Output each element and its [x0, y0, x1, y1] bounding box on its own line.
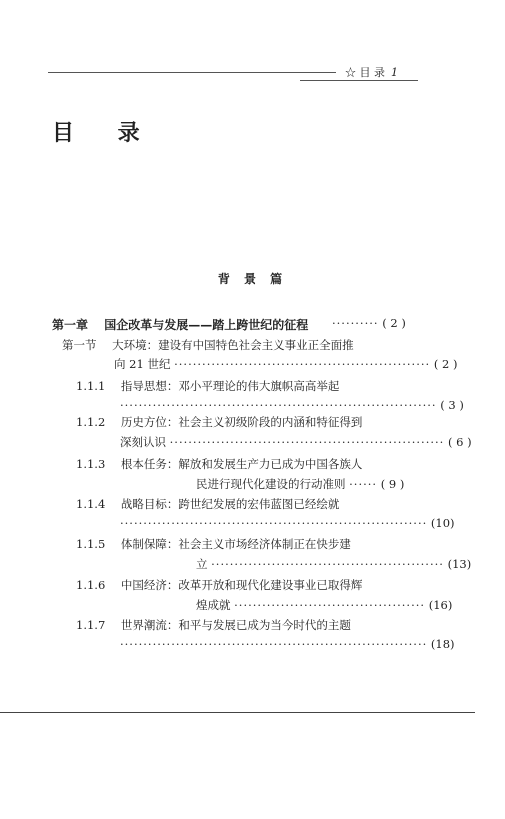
toc-item-row-cont: [120, 398, 464, 412]
item-page: (10): [430, 516, 455, 530]
toc-item-row[interactable]: [76, 456, 362, 472]
item-number: 1.1.4: [76, 497, 106, 511]
toc-item-row-cont: [196, 476, 404, 492]
toc-item-row-cont: [196, 556, 471, 572]
toc-item-row[interactable]: [76, 617, 351, 633]
item-title-line2: 深刻认识: [120, 435, 166, 449]
leader-dots: ··································································: [120, 516, 428, 530]
toc-item-row[interactable]: [76, 496, 339, 512]
toc-chapter-row[interactable]: [52, 316, 308, 333]
item-page: (16): [428, 598, 453, 612]
header-rule-left: [48, 72, 336, 73]
section-title-line2: 向 21 世纪: [114, 357, 171, 371]
page-title: 目 录: [52, 120, 158, 146]
leader-dots: ······: [349, 477, 378, 491]
toc-item-row-cont: [120, 637, 455, 651]
leader-dots: ·········································: [234, 598, 426, 612]
toc-section-row-cont: [114, 356, 457, 372]
item-title-line1: 指导思想：邓小平理论的伟大旗帜高高举起: [120, 379, 340, 393]
toc-item-row[interactable]: [76, 536, 351, 552]
toc-item-row-cont: [120, 516, 455, 530]
leader-dots: ·······················································: [174, 357, 431, 371]
toc-item-row-cont: [196, 597, 452, 613]
leader-dots: ··················································: [211, 557, 444, 571]
header-rule-right: [300, 80, 418, 81]
item-number: 1.1.6: [76, 578, 106, 592]
running-header: [345, 64, 398, 80]
toc-item-row-cont: [120, 434, 472, 450]
chapter-label: 第一章: [52, 318, 89, 332]
header-label: ☆ 目 录: [345, 66, 385, 79]
section-page: ( 2 ): [433, 357, 458, 371]
toc-section-row[interactable]: [62, 337, 354, 353]
section-label: 第一节: [62, 338, 97, 352]
item-number: 1.1.3: [76, 457, 106, 471]
item-page: (18): [430, 637, 455, 651]
toc-item-row[interactable]: [76, 414, 362, 430]
chapter-page: ( 2 ): [382, 316, 406, 330]
item-title-line1: 世界潮流：和平与发展已成为当今时代的主题: [120, 618, 351, 632]
item-title-line1: 中国经济：改革开放和现代化建设事业已取得辉: [120, 578, 363, 592]
item-page: (13): [447, 557, 472, 571]
item-title-line1: 历史方位：社会主义初级阶段的内涵和特征得到: [120, 415, 363, 429]
item-page: ( 3 ): [440, 398, 464, 412]
page-number: 1: [391, 66, 398, 79]
section-title: 背 景 篇: [217, 272, 288, 286]
item-title-line2: 立: [196, 557, 208, 571]
leader-dots: ··········: [332, 316, 379, 330]
item-number: 1.1.1: [76, 379, 106, 393]
leader-dots: ····································································: [120, 398, 437, 412]
item-number: 1.1.2: [76, 415, 106, 429]
chapter-title: 国企改革与发展——踏上跨世纪的征程: [104, 318, 309, 332]
chapter-leader: [332, 316, 406, 330]
item-page: ( 9 ): [380, 477, 405, 491]
toc-item-row[interactable]: [76, 378, 339, 394]
footer-rule: [0, 712, 475, 713]
leader-dots: ···························································: [169, 435, 445, 449]
leader-dots: ··································································: [120, 637, 428, 651]
item-title-line2: 煌成就: [196, 598, 231, 612]
item-title-line1: 根本任务：解放和发展生产力已成为中国各族人: [120, 457, 363, 471]
toc-item-row[interactable]: [76, 577, 362, 593]
item-title-line1: 战略目标：跨世纪发展的宏伟蓝图已经绘就: [120, 497, 340, 511]
item-page: ( 6 ): [448, 435, 472, 449]
item-number: 1.1.5: [76, 537, 106, 551]
item-title-line2: 民进行现代化建设的行动准则: [196, 477, 346, 491]
section-title-line1: 大环境：建设有中国特色社会主义事业正全面推: [112, 338, 354, 352]
item-number: 1.1.7: [76, 618, 106, 632]
item-title-line1: 体制保障：社会主义市场经济体制正在快步建: [120, 537, 351, 551]
